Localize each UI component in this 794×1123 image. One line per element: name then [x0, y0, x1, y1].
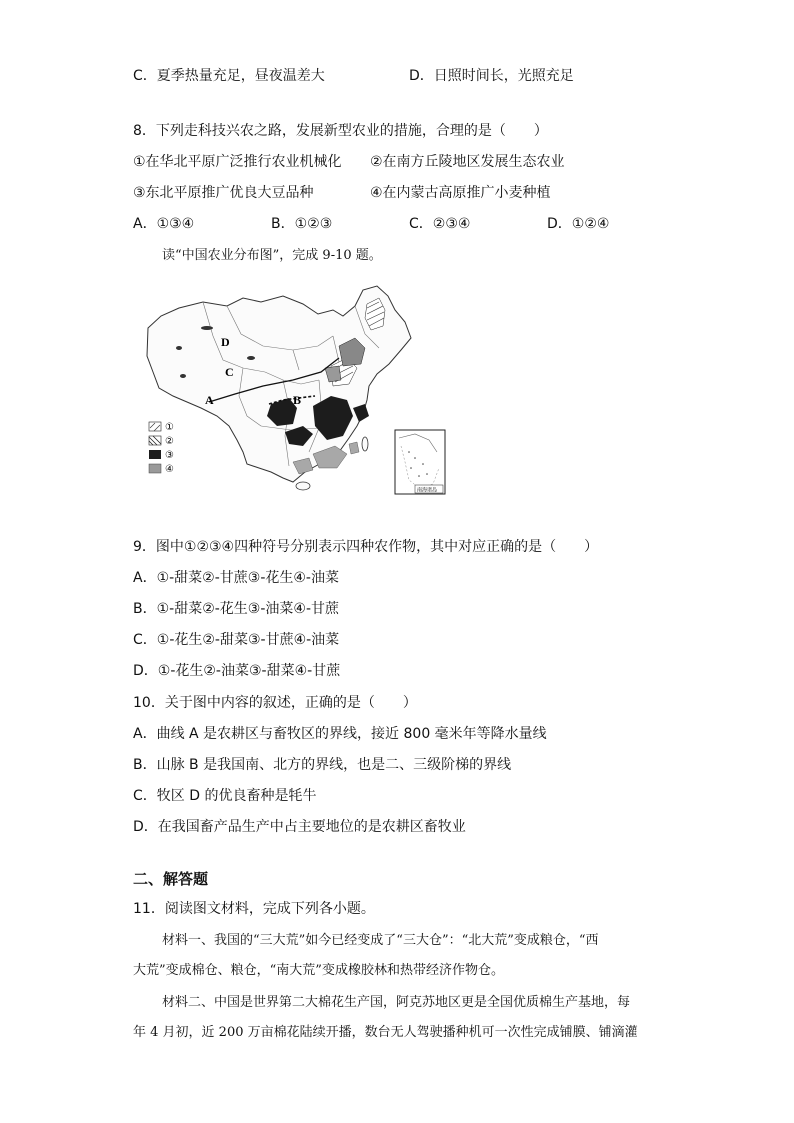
q8-option-d: D．①②④ — [547, 216, 610, 232]
q8-item-4: ④在内蒙古高原推广小麦种植 — [370, 185, 551, 201]
q9-option-a: A．①-甜菜②-甘蔗③-花生④-油菜 — [133, 570, 339, 586]
q11-material-2-line-1: 材料二、中国是世界第二大棉花生产国，阿克苏地区更是全国优质棉生产基地，每 — [162, 995, 631, 1010]
q9-option-c: C．①-花生②-甜菜③-甘蔗④-油菜 — [133, 632, 340, 648]
q8-item-1: ①在华北平原广泛推行农业机械化 — [133, 154, 342, 170]
legend-2: ② — [165, 436, 174, 447]
q8-option-c: C．②③④ — [409, 216, 471, 232]
map-legend — [149, 422, 174, 475]
q10-option-c: C．牧区 D 的优良畜种是牦牛 — [133, 788, 317, 804]
q8-item-2: ②在南方丘陵地区发展生态农业 — [370, 154, 565, 170]
q8-stem: 8．下列走科技兴农之路，发展新型农业的措施，合理的是（ ） — [133, 123, 548, 139]
q8-option-b: B．①②③ — [271, 216, 333, 232]
label-a: A — [205, 393, 214, 407]
map-intro: 读“中国农业分布图”，完成 9-10 题。 — [162, 248, 382, 263]
south-china-sea-inset — [395, 430, 445, 494]
q10-stem: 10．关于图中内容的叙述，正确的是（ ） — [133, 695, 417, 711]
q9-option-b: B．①-甜菜②-花生③-油菜④-甘蔗 — [133, 601, 340, 617]
q11-stem: 11．阅读图文材料，完成下列各小题。 — [133, 901, 375, 917]
q9-stem: 9．图中①②③④四种符号分别表示四种农作物，其中对应正确的是（ ） — [133, 539, 599, 555]
legend-1: ① — [165, 422, 174, 433]
legend-4: ④ — [165, 464, 174, 475]
inset-caption: 南海诸岛 — [417, 487, 438, 494]
label-b: B — [293, 393, 302, 407]
q10-option-b: B．山脉 B 是我国南、北方的界线，也是二、三级阶梯的界线 — [133, 757, 512, 773]
q11-material-1-line-2: 大荒”变成棉仓、粮仓，“南大荒”变成橡胶林和热带经济作物仓。 — [133, 963, 504, 978]
china-agriculture-map — [143, 276, 448, 496]
q9-option-d: D．①-花生②-油菜③-甜菜④-甘蔗 — [133, 663, 341, 679]
legend-3: ③ — [165, 450, 174, 461]
label-c: C — [225, 365, 234, 379]
q7-option-d: D．日照时间长，光照充足 — [409, 68, 574, 84]
q8-option-a: A．①③④ — [133, 216, 195, 232]
q11-material-1-line-1: 材料一、我国的“三大荒”如今已经变成了“三大仓”：“北大荒”变成粮仓，“西 — [162, 933, 599, 948]
q10-option-a: A．曲线 A 是农耕区与畜牧区的界线，接近 800 毫米年等降水量线 — [133, 726, 547, 742]
label-d: D — [221, 335, 230, 349]
section-heading: 二、解答题 — [133, 870, 209, 888]
q7-option-c: C．夏季热量充足，昼夜温差大 — [133, 68, 325, 84]
q8-item-3: ③东北平原推广优良大豆品种 — [133, 185, 314, 201]
q10-option-d: D．在我国畜产品生产中占主要地位的是农耕区畜牧业 — [133, 819, 466, 835]
q11-material-2-line-2: 年 4 月初，近 200 万亩棉花陆续开播，数台无人驾驶播种机可一次性完成铺膜、铺滴灌 — [133, 1025, 638, 1040]
